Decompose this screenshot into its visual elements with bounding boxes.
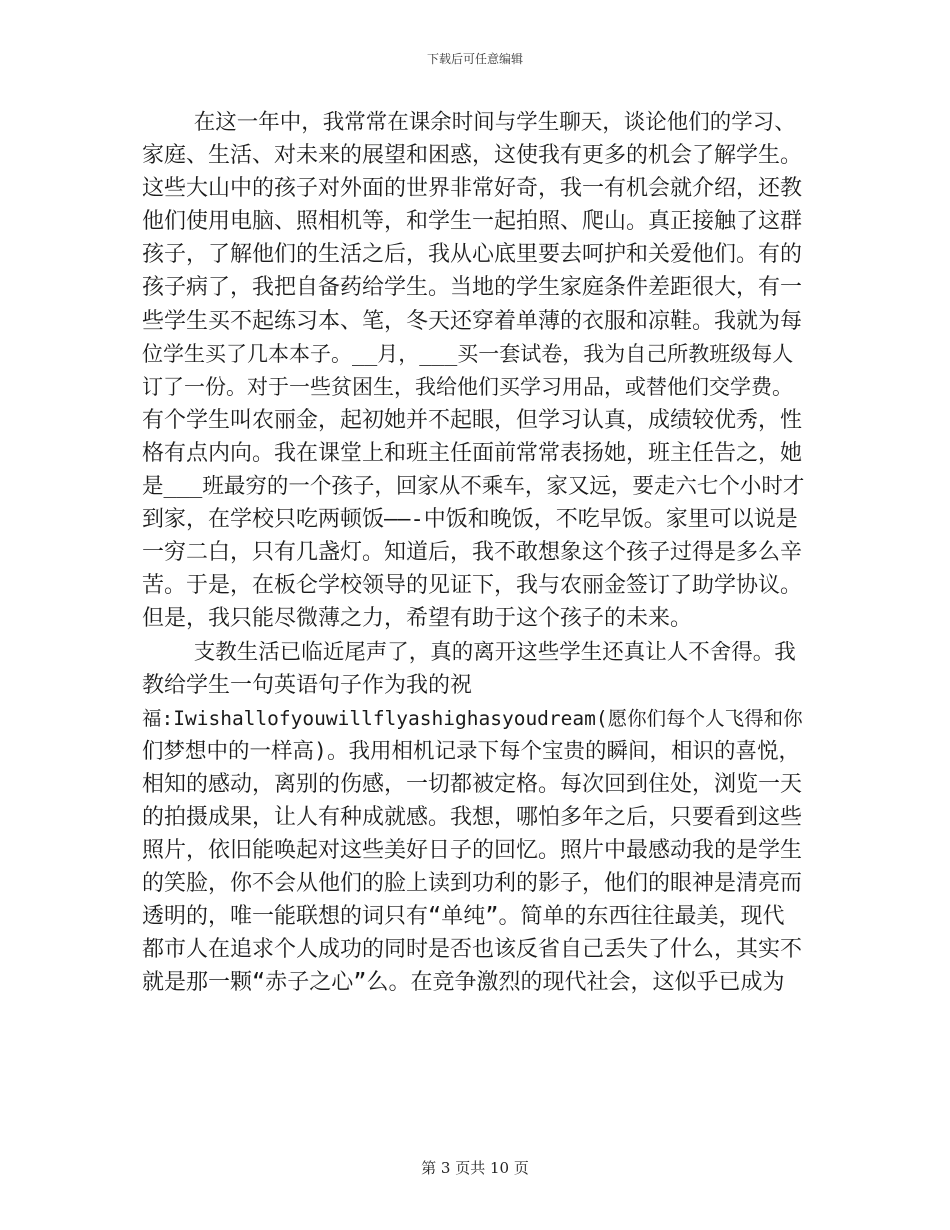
text-line: 订了一份。对于一些贫困生，我给他们买学习用品，或替他们交学费。 (142, 374, 793, 399)
text-line: 一穷二白，只有几盏灯。知道后，我不敢想象这个孩子过得是多么辛 (142, 540, 803, 566)
text-line: 教给学生一句英语句子作为我的祝 (142, 672, 473, 698)
text-line: 们梦想中的一样高)。我用相机记录下每个宝贵的瞬间，相识的喜悦， (142, 738, 800, 764)
text-line: 照片，依旧能唤起对这些美好日子的回忆。照片中最感动我的是学生 (142, 838, 803, 864)
page-footer: 第 3 页共 10 页 (421, 1159, 529, 1177)
text-line: 到家，在学校只吃两顿饭——-中饭和晚饭，不吃早饭。家里可以说是 (142, 507, 798, 533)
text-line: 他们使用电脑、照相机等，和学生一起拍照、爬山。真正接触了这群 (142, 209, 803, 235)
text-line: 相知的感动，离别的伤感，一切都被定格。每次回到住处，浏览一天 (142, 771, 803, 797)
text-line: 就是那一颗“赤子之心”么。在竞争激烈的现代社会，这似乎已成为 (142, 970, 785, 996)
text-line: 家庭、生活、对未来的展望和困惑，这使我有更多的机会了解学生。 (142, 143, 803, 169)
text-line: 福:Iwishallofyouwillflyashighasyoudream(愿你们每个人飞得和你 (142, 706, 803, 730)
text-line: 孩子病了，我把自备药给学生。当地的学生家庭条件差距很大，有一 (142, 275, 803, 301)
text-line: 都市人在追求个人成功的同时是否也该反省自己丢失了什么，其实不 (142, 937, 803, 963)
text-line: 在这一年中，我常常在课余时间与学生聊天，谈论他们的学习、 (142, 110, 796, 135)
text-line: 苦。于是，在板仑学校领导的见证下，我与农丽金签订了助学协议。 (142, 573, 803, 599)
text-line: 这些大山中的孩子对外面的世界非常好奇，我一有机会就介绍，还教 (142, 176, 803, 202)
text-line: 些学生买不起练习本、笔，冬天还穿着单薄的衣服和凉鞋。我就为每 (142, 308, 803, 334)
text-line: 的拍摄成果，让人有种成就感。我想，哪怕多年之后，只要看到这些 (142, 804, 803, 830)
text-line: 是___班最穷的一个孩子，回家从不乘车，家又远，要走六七个小时才 (142, 474, 805, 500)
document-body (142, 106, 808, 1000)
text-line: 孩子，了解他们的生活之后，我从心底里要去呵护和关爱他们。有的 (142, 242, 803, 268)
text-line: 支教生活已临近尾声了，真的离开这些学生还真让人不舍得。我 (142, 639, 796, 665)
text-line: 格有点内向。我在课堂上和班主任面前常常表扬她，班主任告之，她 (142, 440, 803, 466)
text-line: 有个学生叫农丽金，起初她并不起眼，但学习认真，成绩较优秀，性 (142, 407, 803, 433)
text-line: 的笑脸，你不会从他们的脸上读到功利的影子，他们的眼神是清亮而 (142, 871, 803, 897)
text-line: 位学生买了几本本子。__月，___买一套试卷，我为自己所教班级每人 (142, 341, 794, 366)
text-line: 但是，我只能尽微薄之力，希望有助于这个孩子的未来。 (142, 606, 693, 632)
text-line: 透明的，唯一能联想的词只有“单纯”。简单的东西往往最美，现代 (142, 904, 785, 930)
page-header: 下载后可任意编辑 (426, 52, 523, 66)
